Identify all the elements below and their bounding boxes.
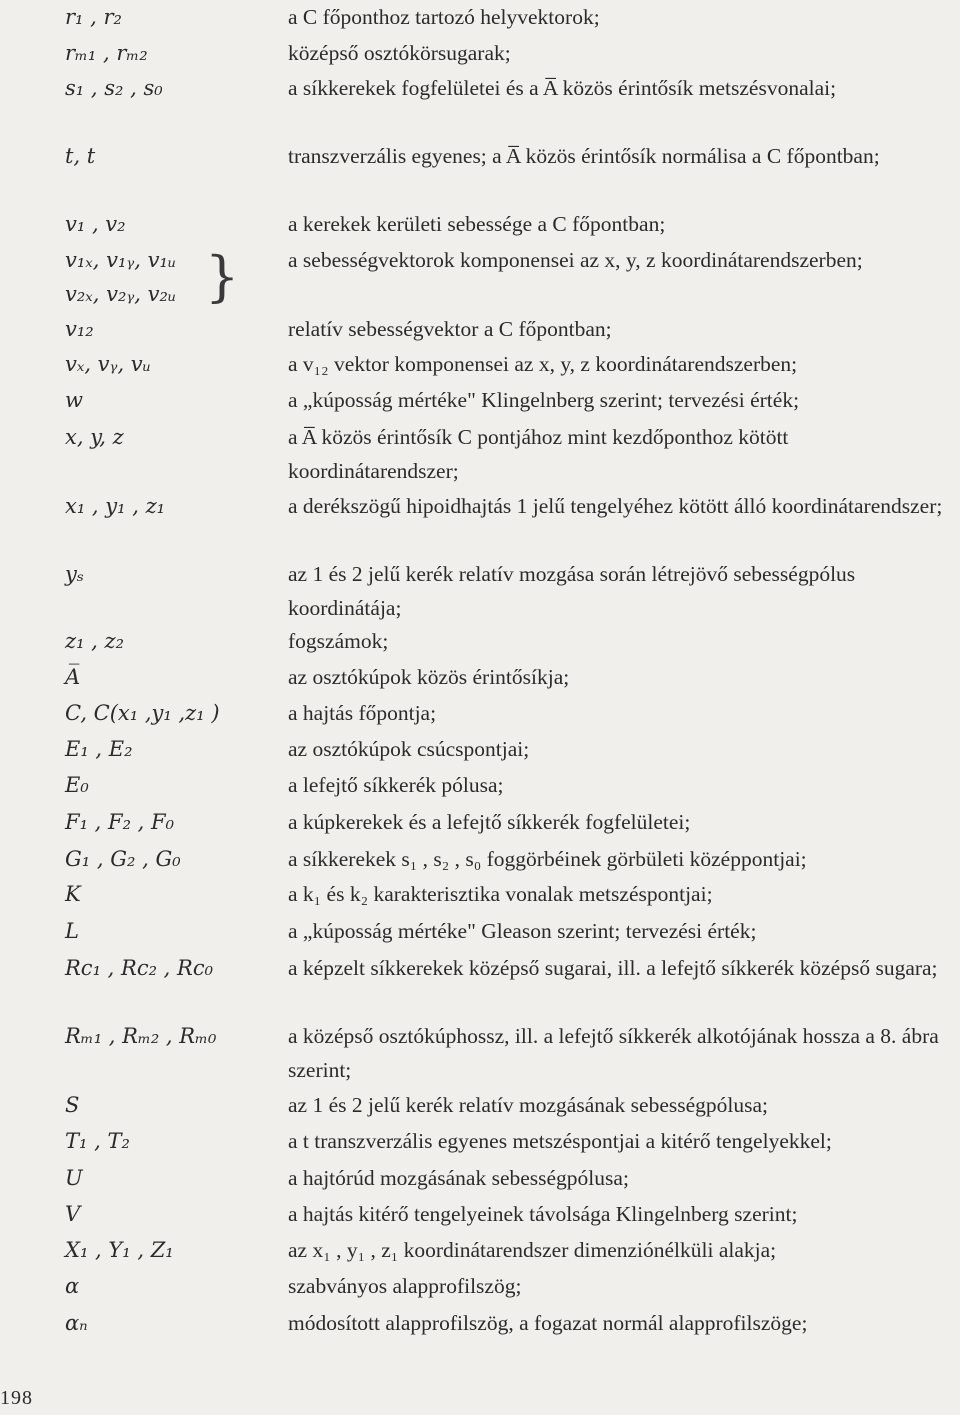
description: a lefejtő síkkerék pólusa; xyxy=(288,773,504,797)
description: relatív sebességvektor a C főpontban; xyxy=(288,317,612,341)
description: a C főponthoz tartozó helyvektorok; xyxy=(288,5,600,29)
description: a A̅ közös érintősík C pontjához mint kezdőponthoz kötött koordinátarendszer; xyxy=(288,425,789,483)
symbol: w xyxy=(65,388,83,412)
description: transzverzális egyenes; a A̅ közös érintősík normálisa a C főpontban; xyxy=(288,144,880,168)
description: az 1 és 2 jelű kerék relatív mozgásának sebességpólusa; xyxy=(288,1093,768,1117)
symbol: C, C(x₁ ,y₁ ,z₁ ) xyxy=(65,701,220,725)
description: az 1 és 2 jelű kerék relatív mozgása során létrejövő sebességpólus koordinátája; xyxy=(288,562,856,620)
description: a k₁ és k₂ karakterisztika vonalak metszéspontjai; xyxy=(288,882,713,906)
symbol: r₁ , r₂ xyxy=(65,5,122,29)
symbol: v₁₂ xyxy=(65,317,94,341)
symbol: K xyxy=(65,882,81,906)
description: az x₁ , y₁ , z₁ koordinátarendszer dimenziónélküli alakja; xyxy=(288,1238,777,1262)
description: a t transzverzális egyenes metszéspontjai a kitérő tengelyekkel; xyxy=(288,1129,832,1153)
symbol: F₁ , F₂ , F₀ xyxy=(65,810,175,834)
symbol: V xyxy=(65,1202,81,1226)
symbol: α xyxy=(65,1274,80,1298)
description: szabványos alapprofilszög; xyxy=(288,1274,522,1298)
page-number: 198 xyxy=(0,1387,33,1409)
symbol: x₁ , y₁ , z₁ xyxy=(65,494,166,518)
symbol: v₁ₓ, v₁ᵧ, v₁ᵤ xyxy=(65,248,177,272)
symbol: x, y, z xyxy=(65,425,124,449)
description: a hajtás kitérő tengelyeinek távolsága Klingelnberg szerint; xyxy=(288,1202,798,1226)
description: a képzelt síkkerekek középső sugarai, ill. a lefejtő síkkerék középső sugara; xyxy=(288,956,938,980)
symbol: E₀ xyxy=(65,773,89,797)
symbol: vₓ, vᵧ, vᵤ xyxy=(65,352,152,376)
description: a „kúposság mértéke" Gleason szerint; tervezési érték; xyxy=(288,919,757,943)
symbol: v₁ , v₂ xyxy=(65,212,126,236)
symbol: X₁ , Y₁ , Z₁ xyxy=(65,1238,174,1262)
symbol: G₁ , G₂ , G₀ xyxy=(65,847,181,871)
description: módosított alapprofilszög, a fogazat normál alapprofilszöge; xyxy=(288,1311,808,1335)
symbol: v₂ₓ, v₂ᵧ, v₂ᵤ xyxy=(65,282,177,306)
brace: } xyxy=(205,245,240,308)
symbol: t, t xyxy=(65,144,96,168)
symbol: S xyxy=(65,1093,80,1117)
symbol: s₁ , s₂ , s₀ xyxy=(65,76,163,100)
symbol: U xyxy=(65,1166,83,1190)
description: az osztókúpok csúcspontjai; xyxy=(288,737,530,761)
description: a középső osztókúphossz, ill. a lefejtő síkkerék alkotójának hossza a 8. ábra szerint; xyxy=(288,1024,939,1082)
description: a kúpkerekek és a lefejtő síkkerék fogfelületei; xyxy=(288,810,691,834)
description: a derékszögű hipoidhajtás 1 jelű tengelyéhez kötött álló koordinátarendszer; xyxy=(288,494,943,518)
symbol: Rc₁ , Rc₂ , Rc₀ xyxy=(65,956,214,980)
description: a hajtórúd mozgásának sebességpólusa; xyxy=(288,1166,629,1190)
description: a síkkerekek fogfelületei és a A̅ közös érintősík metszésvonalai; xyxy=(288,76,837,100)
symbol: αₙ xyxy=(65,1311,88,1335)
symbol: L xyxy=(65,919,79,943)
symbol: Rₘ₁ , Rₘ₂ , Rₘ₀ xyxy=(65,1024,217,1048)
symbol: rₘ₁ , rₘ₂ xyxy=(65,41,148,65)
symbol: E₁ , E₂ xyxy=(65,737,133,761)
description: a sebességvektorok komponensei az x, y, z koordinátarendszerben; xyxy=(288,248,863,272)
symbol: A̅ xyxy=(65,665,81,689)
symbol: z₁ , z₂ xyxy=(65,629,124,653)
description: a v₁₂ vektor komponensei az x, y, z koordinátarendszerben; xyxy=(288,352,798,376)
description: fogszámok; xyxy=(288,629,389,653)
description: az osztókúpok közös érintősíkja; xyxy=(288,665,570,689)
description: a kerekek kerületi sebessége a C főpontban; xyxy=(288,212,666,236)
description: középső osztókörsugarak; xyxy=(288,41,511,65)
symbol: yₛ xyxy=(65,562,84,586)
symbol: T₁ , T₂ xyxy=(65,1129,130,1153)
description: a hajtás főpontja; xyxy=(288,701,437,725)
description: a „kúposság mértéke" Klingelnberg szerint; tervezési érték; xyxy=(288,388,800,412)
description: a síkkerekek s₁ , s₂ , s₀ foggörbéinek görbületi középpontjai; xyxy=(288,847,807,871)
